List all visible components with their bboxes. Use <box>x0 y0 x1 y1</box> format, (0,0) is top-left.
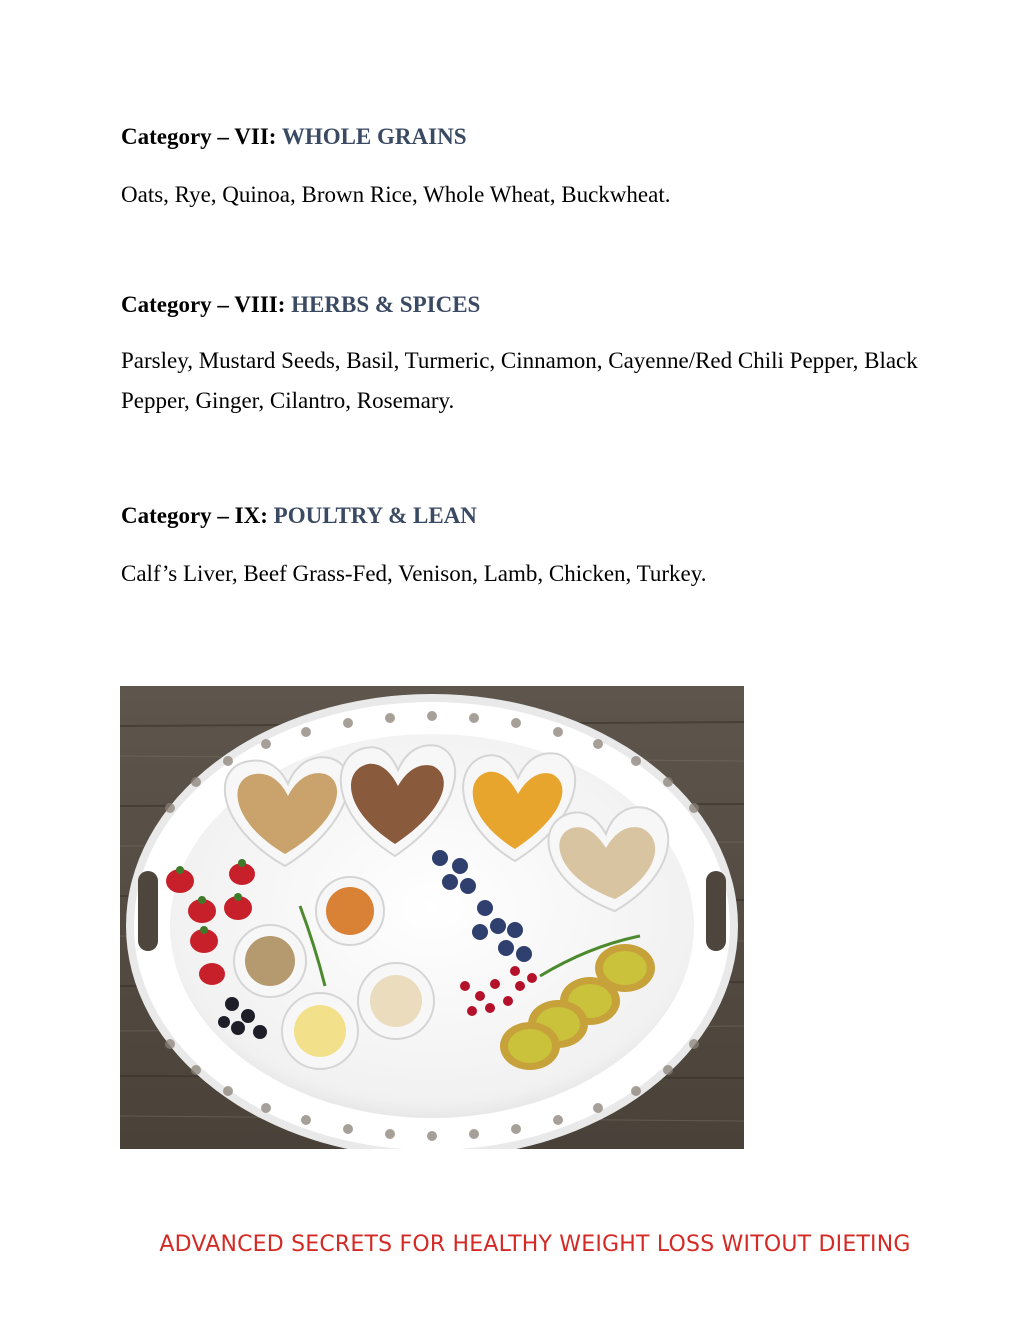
category-items: Oats, Rye, Quinoa, Brown Rice, Whole Wheat, Buckwheat. <box>121 182 671 207</box>
category-separator: : <box>268 124 277 149</box>
category-prefix: Category – VIII <box>121 292 278 317</box>
category-section-7 <box>121 123 921 207</box>
category-title: HERBS & SPICES <box>291 292 481 317</box>
food-tray-photo <box>120 686 744 1149</box>
category-title: WHOLE GRAINS <box>281 124 467 149</box>
category-items: Parsley, Mustard Seeds, Basil, Turmeric, Cinnamon, Cayenne/Red Chili Pepper, Black Pepper, Ginger, Cilantro, Rosemary. <box>121 348 918 413</box>
category-separator: : <box>277 292 286 317</box>
category-prefix: Category – VII <box>121 124 269 149</box>
category-section-8 <box>121 291 921 413</box>
category-heading <box>121 123 921 151</box>
category-section-9 <box>121 502 921 586</box>
category-separator: : <box>260 503 268 528</box>
category-title: POULTRY & LEAN <box>273 503 477 528</box>
category-items: Calf’s Liver, Beef Grass-Fed, Venison, Lamb, Chicken, Turkey. <box>121 561 707 586</box>
category-heading <box>121 291 921 319</box>
category-prefix: Category – IX <box>121 503 261 528</box>
page-footer: ADVANCED SECRETS FOR HEALTHY WEIGHT LOSS WITOUT DIETING <box>159 1232 911 1257</box>
category-heading <box>121 502 921 530</box>
